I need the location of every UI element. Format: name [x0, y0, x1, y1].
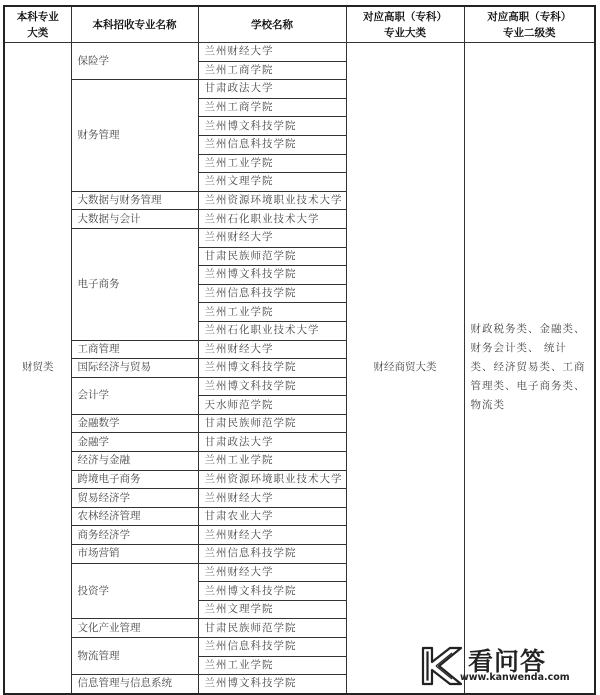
header-major-name: 本科招收专业名称: [71, 6, 198, 43]
header-vocational-category: [346, 6, 464, 43]
header-text: 本科专业: [16, 10, 59, 23]
school-name-cell: 甘肃政法大学: [198, 433, 346, 452]
major-name-cell: 财务管理: [71, 80, 198, 192]
major-name-cell: 物流管理: [71, 638, 198, 675]
school-name-cell: 兰州信息科技学院: [198, 545, 346, 564]
major-name-cell: 经济与金融: [71, 452, 198, 471]
school-name-cell: 兰州信息科技学院: [198, 638, 346, 657]
major-name-cell: 工商管理: [71, 340, 198, 359]
table-body: [4, 43, 595, 694]
school-name-cell: 兰州工业学院: [198, 656, 346, 675]
watermark-title: 看问答: [468, 647, 547, 676]
table-row: [4, 43, 595, 62]
school-name-cell: 兰州财经大学: [198, 526, 346, 545]
school-name-cell: 天水师范学院: [198, 396, 346, 415]
major-name-cell: 跨境电子商务: [71, 470, 198, 489]
school-name-cell: 兰州信息科技学院: [198, 284, 346, 303]
major-name-cell: 大数据与会计: [71, 210, 198, 229]
major-name-cell: 大数据与财务管理: [71, 191, 198, 210]
school-name-cell: 兰州工业学院: [198, 303, 346, 322]
school-name-cell: 兰州财经大学: [198, 228, 346, 247]
vocational-category-cell: 财经商贸大类: [346, 43, 464, 694]
school-name-cell: 兰州博文科技学院: [198, 675, 346, 694]
undergrad-category-cell: 财贸类: [4, 43, 71, 694]
school-name-cell: 兰州财经大学: [198, 43, 346, 62]
school-name-cell: 兰州文理学院: [198, 173, 346, 192]
school-name-cell: 兰州文理学院: [198, 600, 346, 619]
major-name-cell: 文化产业管理: [71, 619, 198, 638]
school-name-cell: 兰州财经大学: [198, 340, 346, 359]
school-name-cell: 兰州信息科技学院: [198, 135, 346, 154]
school-name-cell: 兰州工业学院: [198, 154, 346, 173]
major-name-cell: 会计学: [71, 377, 198, 414]
header-text: 对应高职（专科）: [363, 10, 447, 23]
major-name-cell: 投资学: [71, 563, 198, 619]
school-name-cell: 兰州工商学院: [198, 61, 346, 80]
majors-table: [3, 5, 596, 695]
school-name-cell: 兰州资源环境职业技术大学: [198, 191, 346, 210]
school-name-cell: 兰州石化职业技术大学: [198, 210, 346, 229]
major-name-cell: 市场营销: [71, 545, 198, 564]
school-name-cell: 兰州资源环境职业技术大学: [198, 470, 346, 489]
header-row: [4, 6, 595, 43]
major-name-cell: 农林经济管理: [71, 507, 198, 526]
school-name-cell: 兰州财经大学: [198, 563, 346, 582]
header-text: 大类: [27, 26, 49, 39]
school-name-cell: 甘肃民族师范学院: [198, 247, 346, 266]
header-text: 专业大类: [384, 26, 426, 39]
school-name-cell: 兰州博文科技学院: [198, 117, 346, 136]
major-name-cell: 国际经济与贸易: [71, 359, 198, 378]
major-name-cell: 贸易经济学: [71, 489, 198, 508]
major-name-cell: 商务经济学: [71, 526, 198, 545]
header-vocational-subcategory: [464, 6, 595, 43]
header-text: 专业二级类: [503, 26, 556, 39]
major-name-cell: 电子商务: [71, 228, 198, 340]
school-name-cell: 甘肃农业大学: [198, 507, 346, 526]
header-text: 对应高职（专科）: [487, 10, 572, 23]
header-school-name: 学校名称: [198, 6, 346, 43]
school-name-cell: 甘肃民族师范学院: [198, 414, 346, 433]
school-name-cell: 兰州博文科技学院: [198, 359, 346, 378]
major-name-cell: 金融数学: [71, 414, 198, 433]
school-name-cell: 兰州博文科技学院: [198, 582, 346, 601]
school-name-cell: 兰州博文科技学院: [198, 377, 346, 396]
vocational-subcategory-cell: 财政税务类、金融类、财务会计类、 统计类、经济贸易类、工商管理类、电子商务类、物流类: [464, 43, 595, 694]
school-name-cell: 兰州工业学院: [198, 452, 346, 471]
k-logo-icon: [420, 645, 464, 687]
school-name-cell: 兰州工商学院: [198, 98, 346, 117]
header-undergrad-category: [4, 6, 71, 43]
school-name-cell: 兰州财经大学: [198, 489, 346, 508]
major-name-cell: 信息管理与信息系统: [71, 675, 198, 694]
school-name-cell: 甘肃民族师范学院: [198, 619, 346, 638]
school-name-cell: 兰州博文科技学院: [198, 266, 346, 285]
watermark-url: www.kanwenda.com: [460, 672, 570, 683]
school-name-cell: 兰州石化职业技术大学: [198, 321, 346, 340]
watermark: [410, 640, 600, 695]
school-name-cell: 甘肃政法大学: [198, 80, 346, 99]
major-name-cell: 金融学: [71, 433, 198, 452]
major-name-cell: 保险学: [71, 43, 198, 80]
